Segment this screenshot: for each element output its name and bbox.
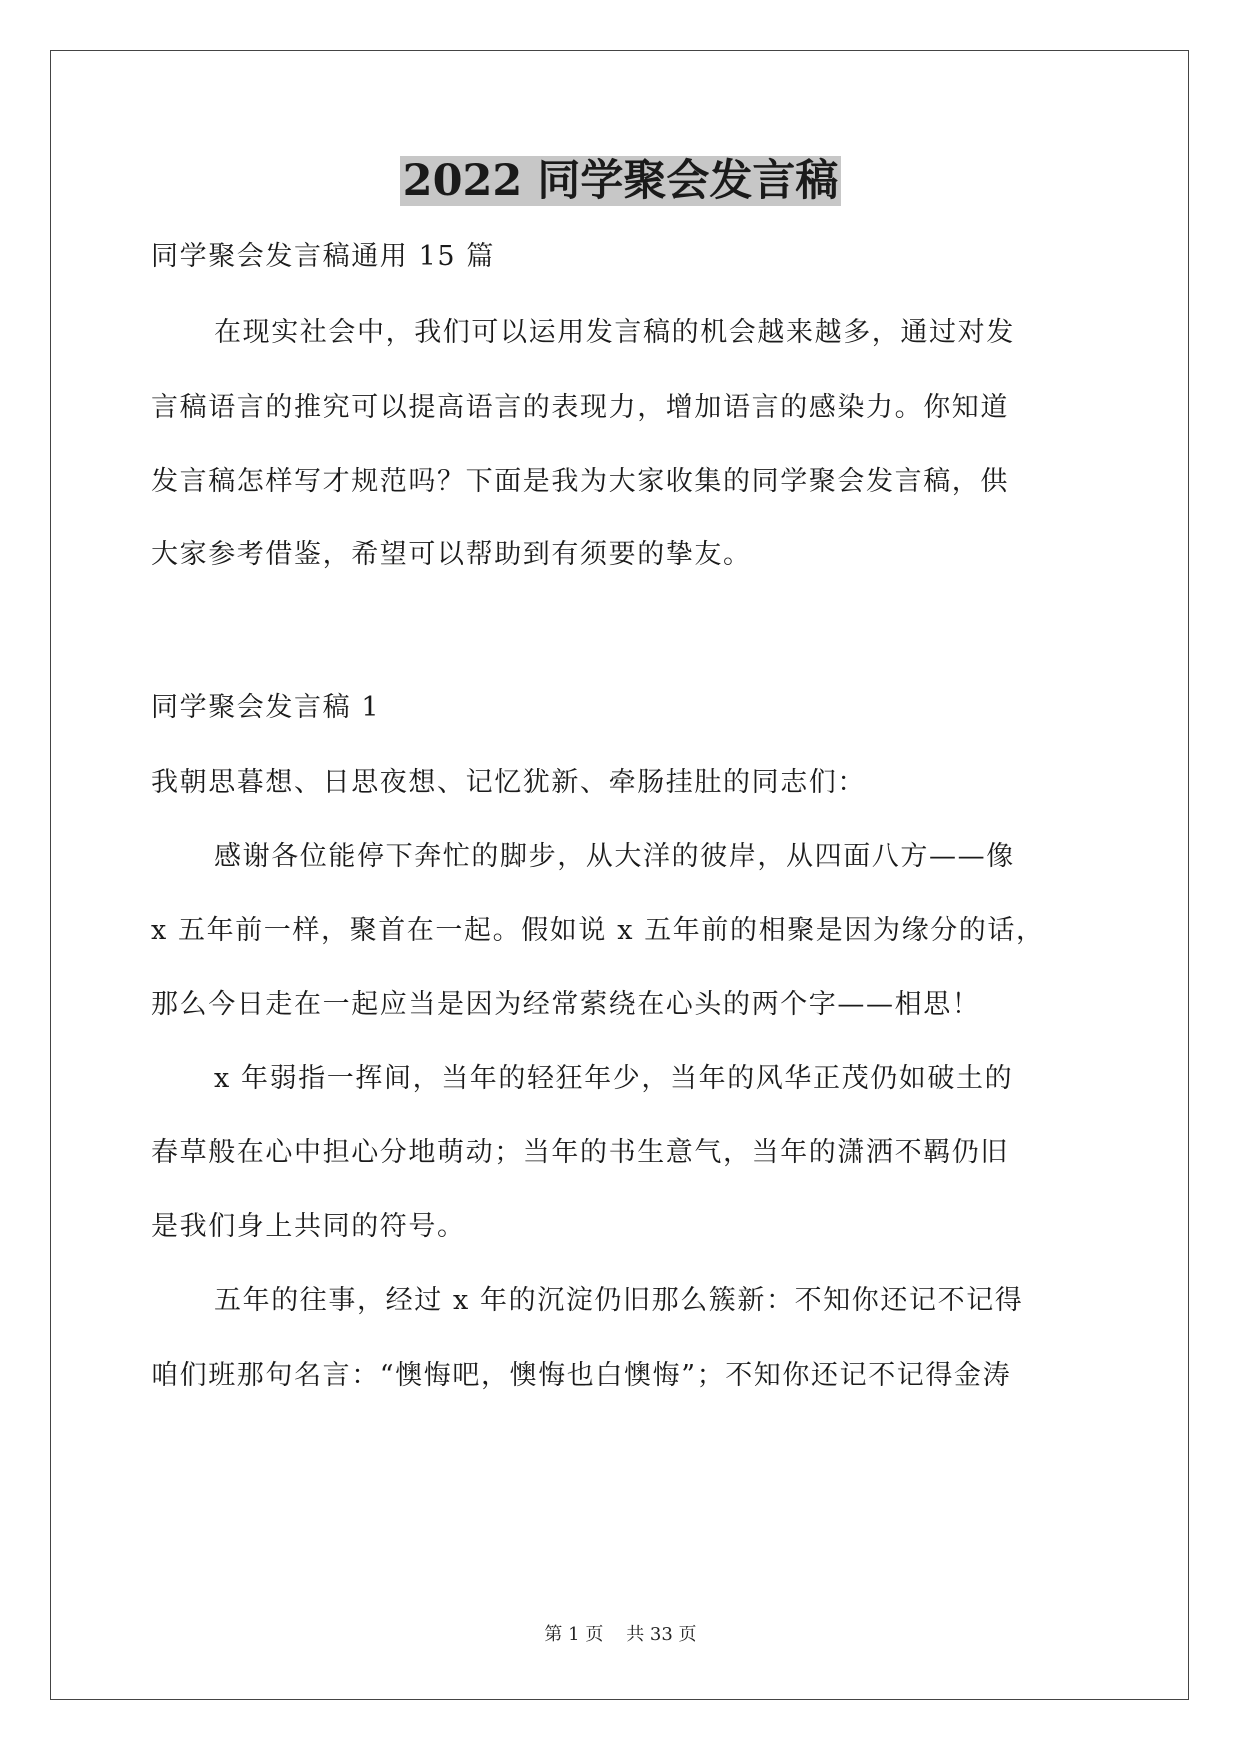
paragraph-line: 那么今日走在一起应当是因为经常萦绕在心头的两个字——相思！ xyxy=(151,989,981,1020)
paragraph-line: 春草般在心中担心分地萌动；当年的书生意气，当年的潇洒不羁仍旧 xyxy=(151,1137,1009,1168)
paragraph-line: 在现实社会中，我们可以运用发言稿的机会越来越多，通过对发 xyxy=(214,317,1015,348)
paragraph-line: 五年的往事，经过 x 年的沉淀仍旧那么簇新：不知你还记不记得 xyxy=(214,1285,1024,1316)
document-title: 2022 同学聚会发言稿 xyxy=(0,151,1241,211)
salutation-line: 我朝思暮想、日思夜想、记忆犹新、牵肠挂肚的同志们： xyxy=(151,767,866,798)
subtitle-line: 同学聚会发言稿通用 15 篇 xyxy=(151,241,495,272)
paragraph-line: 发言稿怎样写才规范吗？下面是我为大家收集的同学聚会发言稿，供 xyxy=(151,466,1009,497)
paragraph-line: 言稿语言的推究可以提高语言的表现力，增加语言的感染力。你知道 xyxy=(151,392,1009,423)
section-heading: 同学聚会发言稿 1 xyxy=(151,692,381,723)
paragraph-line: x 年弱指一挥间，当年的轻狂年少，当年的风华正茂仍如破土的 xyxy=(214,1063,1014,1094)
paragraph-line: x 五年前一样，聚首在一起。假如说 x 五年前的相聚是因为缘分的话， xyxy=(151,915,1045,946)
paragraph-line: 大家参考借鉴，希望可以帮助到有须要的挚友。 xyxy=(151,539,752,570)
paragraph-line: 咱们班那句名言：“懊悔吧，懊悔也白懊悔”；不知你还记不记得金涛 xyxy=(151,1360,1012,1391)
paragraph-line: 感谢各位能停下奔忙的脚步，从大洋的彼岸，从四面八方——像 xyxy=(214,841,1015,872)
page-footer: 第 1 页 共 33 页 xyxy=(544,1624,697,1645)
paragraph-line: 是我们身上共同的符号。 xyxy=(151,1211,466,1242)
